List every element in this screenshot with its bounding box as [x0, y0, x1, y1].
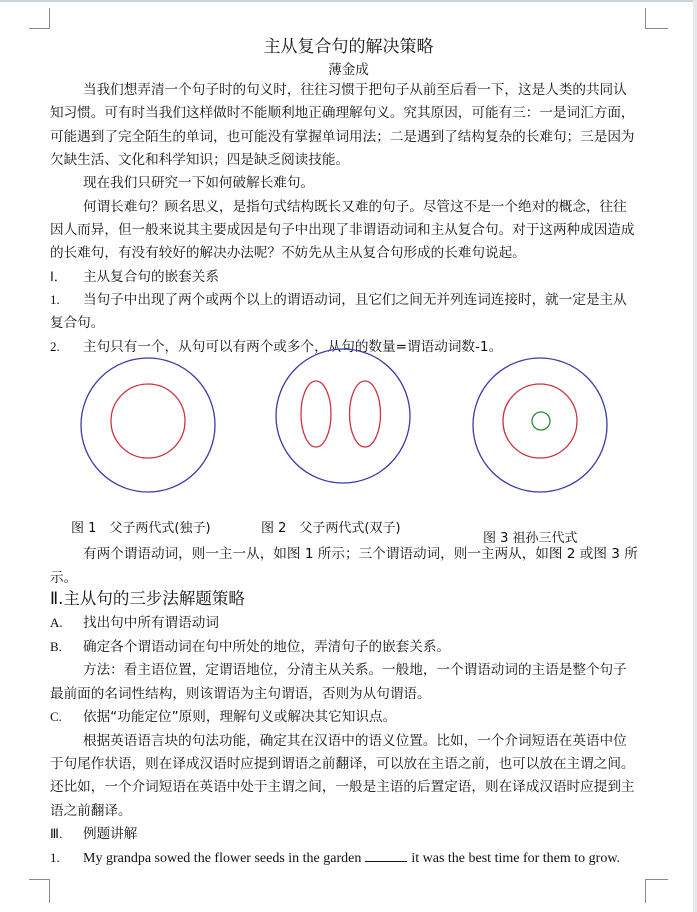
list-text: 当句子中出现了两个或两个以上的谓语动词，且它们之间无并列连词连接时，就一定是主从	[83, 292, 627, 308]
paragraph-line: 有两个谓语动词，则一主一从，如图 1 所示；三个谓语动词，则一主两从，如图 2 或图 3 所	[83, 546, 638, 562]
paragraph-line: 何谓长难句？顾名思义，是指句式结构既长又难的句子。尽管这不是一个绝对的概念，往往	[83, 199, 627, 215]
paragraph-line: 当我们想弄清一个句子时的句义时，往往习惯于把句子从前至后看一下，这是人类的共同认	[83, 82, 627, 98]
paragraph-line: 因人而异，但一般来说其主要成因是句子中出现了非谓语动词和主从复合句。对于这两种成因造成	[50, 222, 635, 238]
section-title: 例题讲解	[83, 826, 138, 842]
paragraph-line: 语之前翻译。	[50, 803, 132, 819]
section-number: Ⅲ.	[50, 826, 63, 841]
paragraph-line: 方法：看主语位置，定谓语地位，分清主从关系。一般地，一个谓语动词的主语是整个句子	[83, 662, 627, 678]
list-number: A.	[50, 615, 63, 630]
section-number: Ⅱ.	[50, 589, 64, 608]
figure-1-caption: 图 1 父子两代式(独子)	[71, 521, 211, 536]
paragraph-line: 现在我们只研究一下如何破解长难句。	[83, 175, 315, 191]
document-author: 薄金成	[328, 62, 369, 78]
list-number: C.	[50, 709, 62, 724]
section-2-heading	[50, 590, 650, 608]
paragraph-line: 于句尾作状语，则在译成汉语时应提到谓语之前翻译，可以放在主语之前，也可以放在主谓之间。	[50, 756, 635, 772]
example-question	[50, 849, 650, 868]
paragraph-line: 最前面的名词性结构，则该谓语为主句谓语，否则为从句谓语。	[50, 686, 431, 702]
paragraph-line: 的长难句，有没有较好的解决办法呢？不妨先从主从复合句形成的长难句说起。	[50, 245, 526, 261]
subordinate-clause-circle	[111, 384, 185, 458]
list-text: 确定各个谓语动词在句中所处的地位，弄清句子的嵌套关系。	[83, 639, 451, 655]
list-number: B.	[50, 639, 62, 654]
list-text: 主句只有一个，从句可以有两个或多个，从句的数量=谓语动词数-1。	[83, 339, 503, 355]
main-clause-circle	[81, 358, 215, 492]
subordinate-clause-ellipse	[301, 381, 331, 447]
main-clause-circle	[473, 358, 607, 492]
figure-1-diagram	[81, 358, 215, 492]
document-title: 主从复合句的解决策略	[263, 37, 434, 57]
list-item	[50, 708, 650, 726]
list-number: 2.	[50, 339, 60, 354]
paragraph-line: 知习惯。可有时当我们这样做时不能顺利地正确理解句义。究其原因，可能有三：一是词汇方面，	[50, 105, 635, 121]
subordinate-clause-ellipse	[350, 381, 381, 447]
paragraph-line: 复合句。	[50, 315, 105, 331]
example-text-after: it was the best time for them to grow.	[411, 851, 621, 866]
section-title: 主从句的三步法解题策略	[63, 589, 245, 608]
figure-3-diagram	[473, 358, 607, 492]
list-item	[50, 638, 650, 656]
nested-clause-circle	[532, 412, 550, 430]
answer-blank	[365, 849, 407, 862]
paragraph-line: 示。	[50, 570, 78, 586]
section-number: Ⅰ．	[50, 269, 67, 284]
paragraph-line: 可能遇到了完全陌生的单词，也可能没有掌握单词用法；二是遇到了结构复杂的长难句；三是因为	[50, 129, 635, 145]
list-number: 1.	[50, 850, 60, 865]
figure-2-caption: 图 2 父子两代式(双子)	[261, 521, 401, 536]
paragraph-line: 根据英语语言块的句法功能，确定其在汉语中的语义位置。比如，一个介词短语在英语中位	[83, 733, 627, 749]
subordinate-clause-circle	[503, 384, 577, 458]
list-text: 找出句中所有谓语动词	[83, 615, 219, 631]
paragraph-line: 还比如，一个介词短语在英语中处于主谓之间，一般是主语的后置定语，则在译成汉语时应提到主	[50, 779, 635, 795]
section-title: 主从复合句的嵌套关系	[83, 269, 219, 285]
list-text: 依据“功能定位”原则，理解句义或解决其它知识点。	[83, 709, 397, 725]
paragraph-line: 欠缺生活、文化和科学知识；四是缺乏阅读技能。	[50, 152, 350, 168]
example-text-before: My grandpa sowed the flower seeds in the garden	[83, 851, 362, 866]
main-clause-circle	[276, 349, 410, 483]
list-item	[50, 614, 650, 632]
figure-3-caption: 图 3 祖孙三代式	[483, 531, 578, 546]
figure-2-diagram	[276, 349, 410, 483]
list-number: 1.	[50, 292, 60, 307]
section-3-heading	[50, 825, 650, 843]
